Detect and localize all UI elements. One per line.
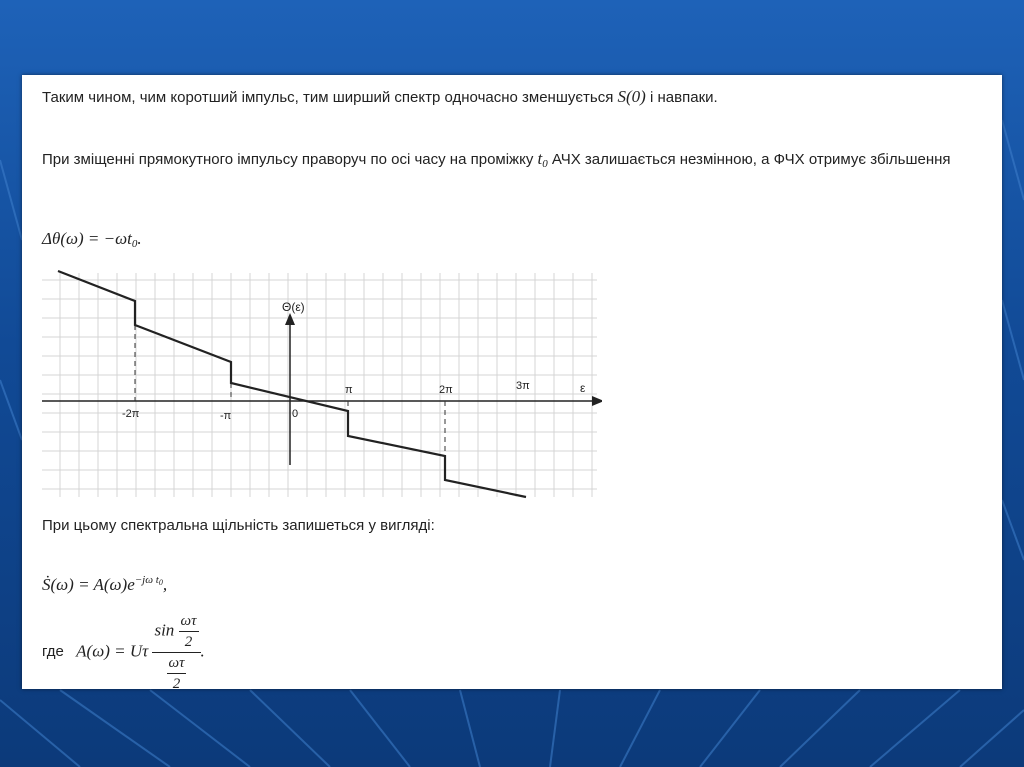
t0-symbol: $t_0$ xyxy=(537,149,548,170)
tick-label-zero: 0 xyxy=(292,408,299,420)
text-line-3: При цьому спектральна щільність запишеться у вигляді: xyxy=(42,517,435,534)
line2-text: При зміщенні прямокутного імпульсу праворуч по осі часу на проміжку xyxy=(42,151,534,168)
formula-spectral-density: Ṡ(ω) = $A(\omega)e^{-j\omega t0}$, xyxy=(42,574,168,594)
phase-graph xyxy=(42,265,602,505)
line1-end: і навпаки. xyxy=(650,89,718,106)
tick-label-2pi: 2π xyxy=(439,384,453,396)
gde-word: где xyxy=(42,643,64,661)
tick-label-3pi: 3π xyxy=(516,380,530,392)
y-axis-label: Θ(ε) xyxy=(282,300,305,314)
y-axis-arrow xyxy=(285,313,295,325)
s0-symbol: S(0) xyxy=(617,87,646,106)
text-line-1 xyxy=(42,87,718,108)
x-axis-label: ε xyxy=(580,381,586,395)
tick-label-minus-pi: -π xyxy=(220,410,232,422)
x-axis-arrow xyxy=(592,396,602,406)
line2-end: АЧХ залишається незмінною, а ФЧХ отримує збільшення xyxy=(551,151,951,168)
slide-content xyxy=(22,75,1002,692)
tick-label-pi: π xyxy=(345,384,353,396)
text-line-2 xyxy=(42,149,987,174)
main-fraction: sin $\frac{\omega\tau}{2}$ $\frac{\omega\tau}{2}$ xyxy=(152,611,200,694)
formula-phase-shift: $\Delta\theta(\omega) = -\omega t_0$. xyxy=(42,229,142,250)
line1-text: Таким чином, чим коротший імпульс, тим ширший спектр одночасно зменшується xyxy=(42,89,614,106)
tick-label-minus-2pi: -2π xyxy=(122,408,140,420)
formula-amplitude: где A(ω) = Uτ sin $\frac{\omega\tau}{2}$ $\frac{\omega\tau}{2}$ . xyxy=(42,613,205,692)
graph-grid xyxy=(42,273,597,497)
